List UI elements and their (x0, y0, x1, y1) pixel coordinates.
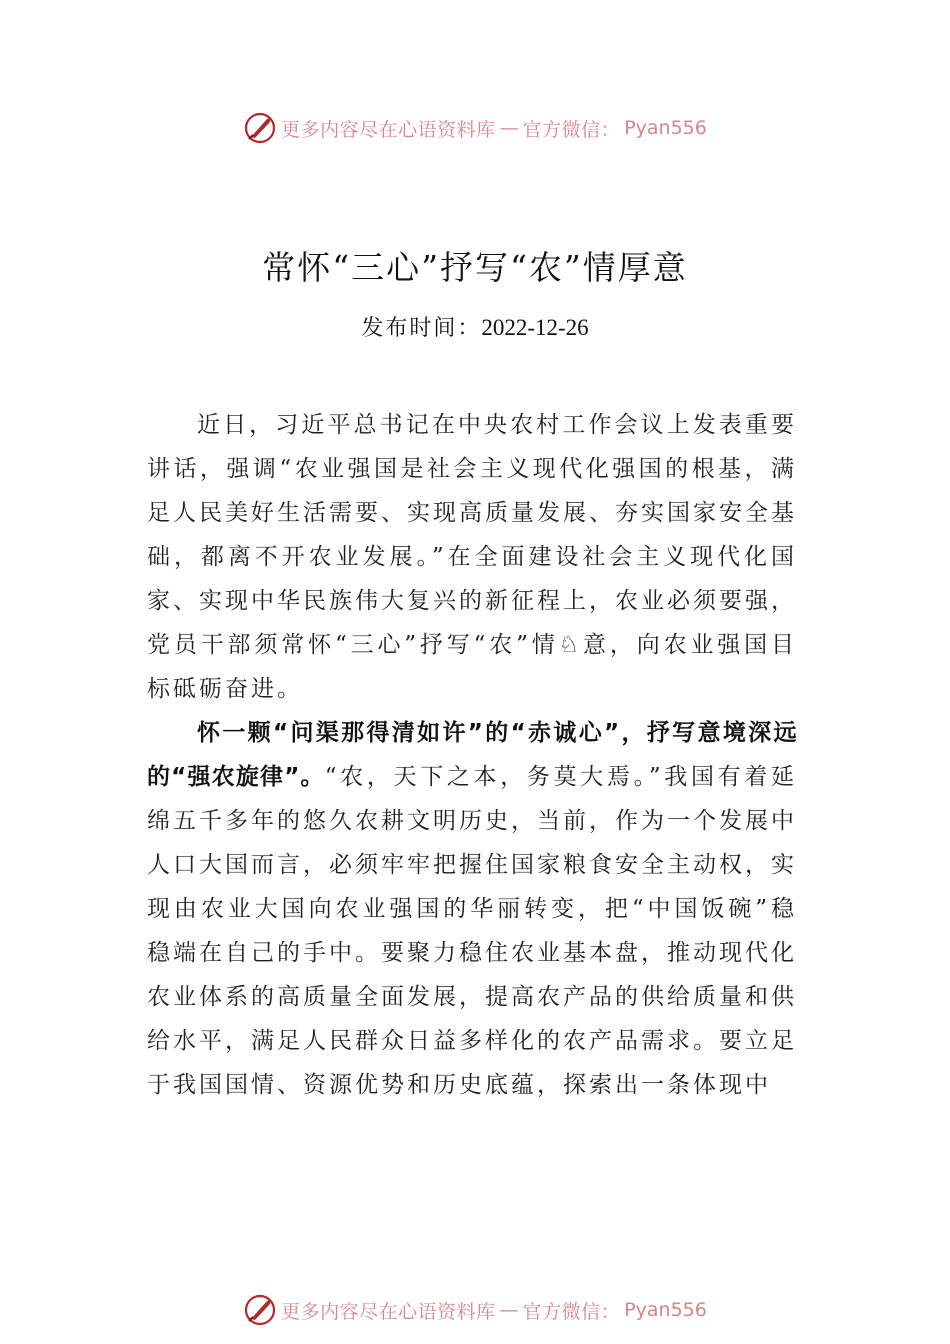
quill-logo-icon (243, 111, 277, 145)
article-title: 常怀“三心”抒写“农”情厚意 (262, 248, 688, 287)
watermark-contact-label: 官方微信： (522, 118, 621, 141)
paragraph-lead: 怀一颗“问渠那得清如许”的“赤诚心”，抒写意境深远的“强农旋律”。 (147, 720, 797, 790)
watermark-separator: — (499, 1299, 519, 1321)
watermark-separator: — (499, 117, 519, 139)
watermark-contact-id: Pyan556 (624, 1299, 707, 1321)
watermark-contact-id: Pyan556 (624, 117, 707, 139)
paragraph-text: “农，天下之本，务莫大焉。”我国有着延绵五千多年的悠久农耕文明历史，当前，作为一个发展中人口大国而言，必须牢牢把握住国家粮食安全主动权，实现由农业大国向农业强国的华丽转变，把“中国饭碗”稳稳端在自己的手中。要聚力稳住农业基本盘，推动现代化农业体系的高质量全面发展，提高农产品的供给质量和供给水平，满足人民群众日益多样化的农产品需求。要立足于我国国情、资源优势和历史底蕴，探索出一条体现中 (147, 764, 797, 1098)
paragraph-text: 近日，习近平总书记在中央农村工作会议上发表重要讲话，强调“农业强国是社会主义现代化强国的根基，满足人民美好生活需要、实现高质量发展、夯实国家安全基础，都离不开农业发展。”在全面建设社会主义现代化国家、实现中华民族伟大复兴的新征程上，农业必须要强，党员干部须常怀“三心”抒写“农”情♘意，向农业强国目标砥砺奋进。 (147, 412, 797, 702)
publish-date-label: 发布时间： (361, 316, 482, 341)
watermark-header (0, 108, 950, 148)
paragraph-1 (147, 403, 797, 711)
article-body (147, 403, 797, 1107)
watermark-footer (0, 1290, 950, 1330)
publish-date (0, 311, 950, 342)
paragraph-2 (147, 711, 797, 1107)
watermark-contact-label: 官方微信： (522, 1300, 621, 1323)
watermark-text: 更多内容尽在心语资料库 (281, 118, 496, 141)
publish-date-value: 2022-12-26 (481, 315, 589, 340)
watermark-text: 更多内容尽在心语资料库 (281, 1300, 496, 1323)
quill-logo-icon (243, 1293, 277, 1327)
